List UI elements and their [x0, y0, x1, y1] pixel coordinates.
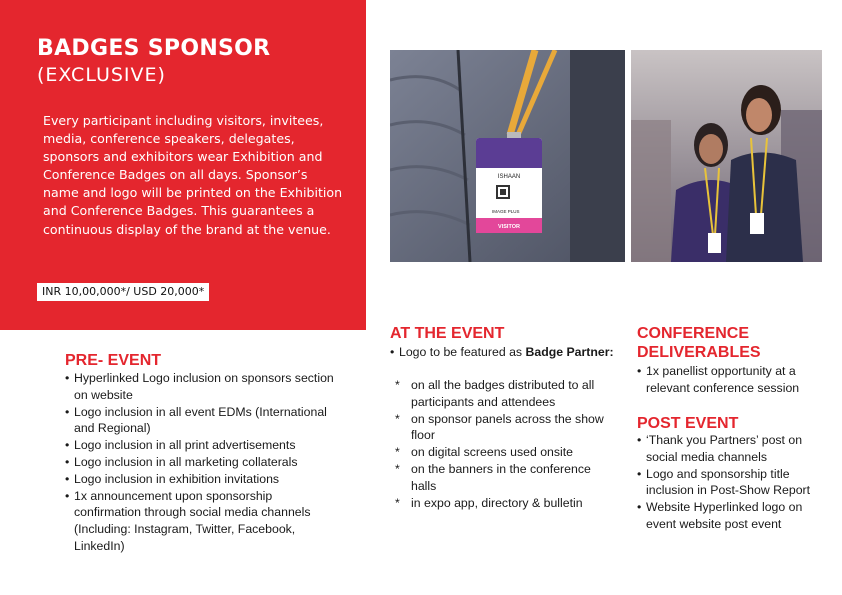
post-event-title: POST EVENT — [637, 415, 739, 432]
badge-name-text: ISHAAN — [497, 174, 521, 180]
attendees-photo — [631, 50, 822, 262]
badge-brand-text: IMAGE PLUS — [492, 209, 520, 214]
pre-event-title: PRE- EVENT — [65, 352, 162, 369]
list-item: • 1x panellist opportunity at a relevant conference session — [637, 364, 800, 395]
list-item: * on sponsor panels across the show floor — [395, 411, 604, 443]
header-panel — [0, 0, 366, 330]
at-event-list — [395, 377, 615, 511]
list-item: • Logo and sponsorship title inclusion in Post-Show Report — [637, 466, 811, 498]
list-item: • Logo inclusion in exhibition invitations — [65, 471, 280, 486]
price-tag: INR 10,00,000*/ USD 20,000* — [37, 283, 209, 301]
at-event-title: AT THE EVENT — [390, 325, 505, 342]
list-item: • ‘Thank you Partners’ post on social media channels — [637, 433, 803, 464]
list-item: • Hyperlinked Logo inclusion on sponsors section on website — [65, 371, 334, 402]
badge-partner-label: Badge Partner: — [525, 345, 614, 359]
list-item: * on all the badges distributed to all participants and attendees — [395, 378, 595, 409]
page-title: BADGES SPONSOR — [37, 36, 271, 61]
list-item: • Logo inclusion in all event EDMs (International and Regional) — [65, 404, 327, 436]
at-event-lead: • Logo to be featured as Badge Partner: — [390, 345, 614, 359]
description-text: Every participant including visitors, invitees, media, conference speakers, delegates, sponsors and exhibitors wear Exhibition and Conference Badges on all days. Sponsor’s name and logo will be printed on the Exhibition and Conference Badges. This guarantees a continuous display of the brand at the venue. — [43, 113, 343, 237]
list-item: * on digital screens used onsite — [395, 445, 574, 460]
page-subtitle: (EXCLUSIVE) — [37, 64, 166, 86]
pre-event-list — [65, 370, 340, 555]
conference-list — [637, 363, 827, 397]
conference-title: CONFERENCE DELIVERABLES — [637, 325, 761, 361]
list-item: * on the banners in the conference halls — [395, 461, 591, 493]
list-item: • Logo inclusion in all print advertisements — [65, 438, 296, 453]
list-item: * in expo app, directory & bulletin — [395, 495, 583, 510]
list-item: • Website Hyperlinked logo on event website post event — [637, 500, 803, 531]
badge-role-text: VISITOR — [498, 224, 520, 230]
post-event-list — [637, 432, 827, 533]
list-item: • Logo inclusion in all marketing collaterals — [65, 454, 298, 469]
list-item: • 1x announcement upon sponsorship confirmation through social media channels (Including: Instagram, Twitter, Facebook, LinkedIn) — [65, 488, 311, 553]
badge-photo — [390, 50, 625, 262]
